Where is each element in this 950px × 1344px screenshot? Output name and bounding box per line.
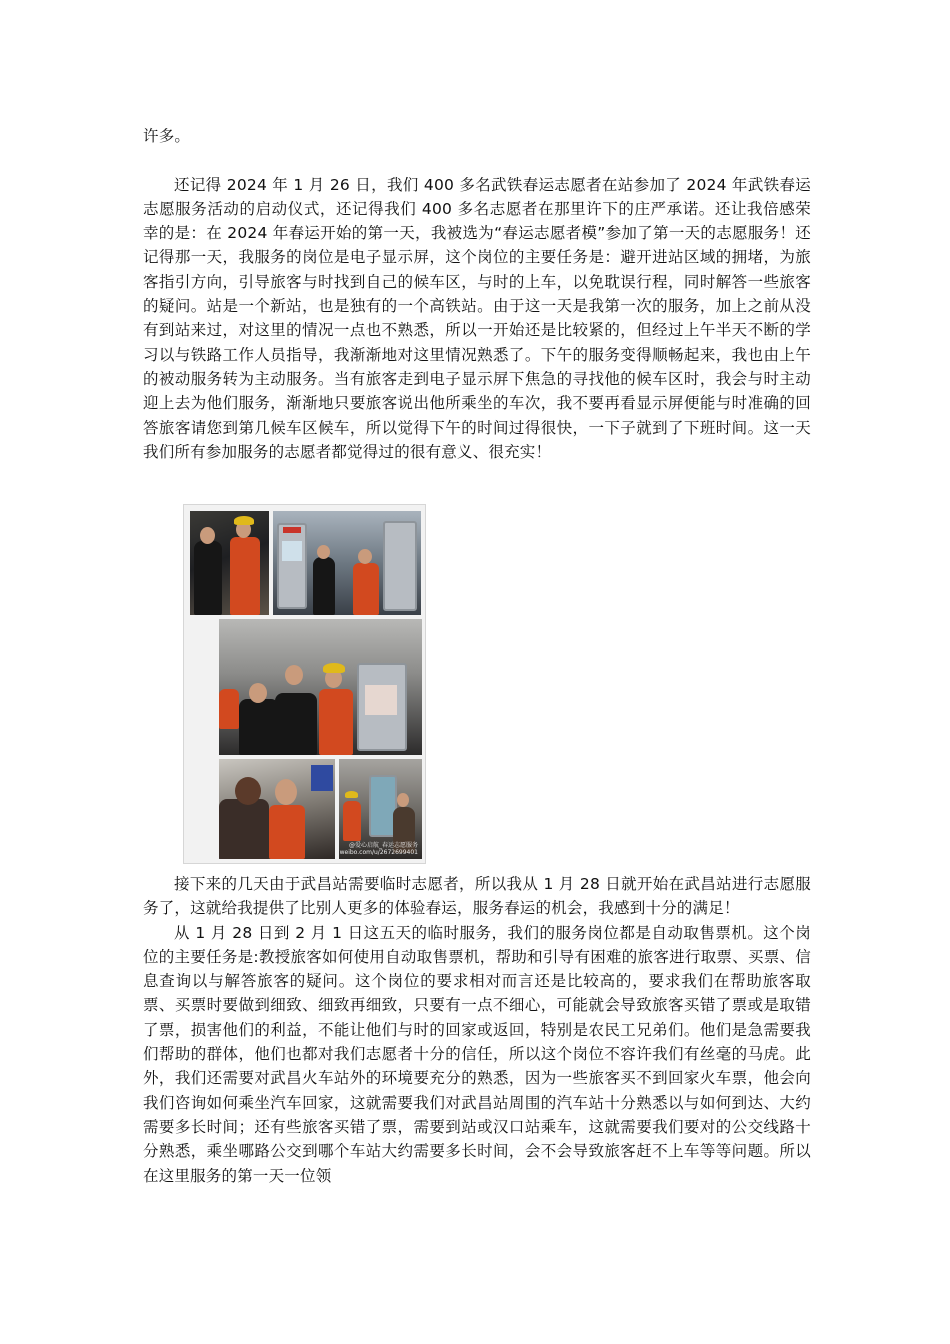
photo-volunteer-close-up — [219, 759, 335, 859]
photo-volunteer-helping-passenger — [190, 511, 269, 615]
photo-collage — [183, 504, 426, 864]
weibo-watermark: @爱心启航_春运志愿服务 weibo.com/u/2672699401 — [339, 842, 418, 856]
blank-line — [143, 148, 811, 172]
photo-volunteers-in-hall — [339, 759, 422, 859]
text-block-top — [143, 124, 811, 464]
paragraph-wuchang-station: 接下来的几天由于武昌站需要临时志愿者，所以我从 1 月 28 日就开始在武昌站进行志愿服务了，这就给我提供了比别人更多的体验春运，服务春运的机会，我感到十分的满足！ — [143, 875, 811, 918]
text-block-bottom — [143, 872, 811, 1188]
photo-group-at-machine — [219, 619, 422, 755]
photo-ticket-machines — [273, 511, 421, 615]
paragraph-ticket-machine-duty: 从 1 月 28 日到 2 月 1 日这五天的临时服务，我们的服务岗位都是自动取售票机。这个岗位的主要任务是:教授旅客如何使用自动取售票机，帮助和引导有困难的旅客进行取票、买票、信息查询以与解答旅客的疑问。这个岗位的要求相对而言还是比较高的，要求我们在帮助旅客取票、买票时要做到细致、细致再细致，只要有一点不细心，可能就会导致旅客买错了票或是取错了票，损害他们的利益，不能让他们与时的回家或返回，特别是农民工兄弟们。他们是急需要我们帮助的群体，他们也都对我们志愿者十分的信任，所以这个岗位不容许我们有丝毫的马虎。此外，我们还需要对武昌火车站外的环境要充分的熟悉，因为一些旅客买不到回家火车票，他会向我们咨询如何乘坐汽车回家，这就需要我们对武昌站周围的汽车站十分熟悉以与如何到达、大约需要多长时间；还有些旅客买错了票，需要到站或汉口站乘车，这就需要我们要对的公交线路十分熟悉，乘坐哪路公交到哪个车站大约需要多长时间，会不会导致旅客赶不上车等等问题。所以在这里服务的第一天一位领 — [143, 923, 811, 1185]
paragraph-continuation: 许多。 — [143, 127, 191, 145]
paragraph-first-day: 还记得 2024 年 1 月 26 日，我们 400 多名武铁春运志愿者在站参加了 2024 年武铁春运志愿服务活动的启动仪式，还记得我们 400 多名志愿者在那里许下的庄严承诺。还让我倍感荣幸的是：在 2024 年春运开始的第一天，我被选为“春运志愿者模”参加了第一天的志愿服务！还记得那一天，我服务的岗位是电子显示屏，这个岗位的主要任务是：避开进站区域的拥堵，为旅客指引方向，引导旅客与时找到自己的候车区，与时的上车，以免耽误行程，同时解答一些旅客的疑问。站是一个新站，也是独有的一个高铁站。由于这一天是我第一次的服务，加上之前从没有到站来过，对这里的情况一点也不熟悉，所以一开始还是比较紧的，但经过上午半天不断的学习以与铁路工作人员指导，我渐渐地对这里情况熟悉了。下午的服务变得顺畅起来，我也由上午的被动服务转为主动服务。当有旅客走到电子显示屏下焦急的寻找他的候车区时，我会与时主动迎上去为他们服务，渐渐地只要旅客说出他所乘坐的车次，我不要再看显示屏便能与时准确的回答旅客请您到第几候车区候车，所以觉得下午的时间过得很快，一下子就到了下班时间。这一天我们所有参加服务的志愿者都觉得过的很有意义、很充实！ — [143, 175, 811, 461]
